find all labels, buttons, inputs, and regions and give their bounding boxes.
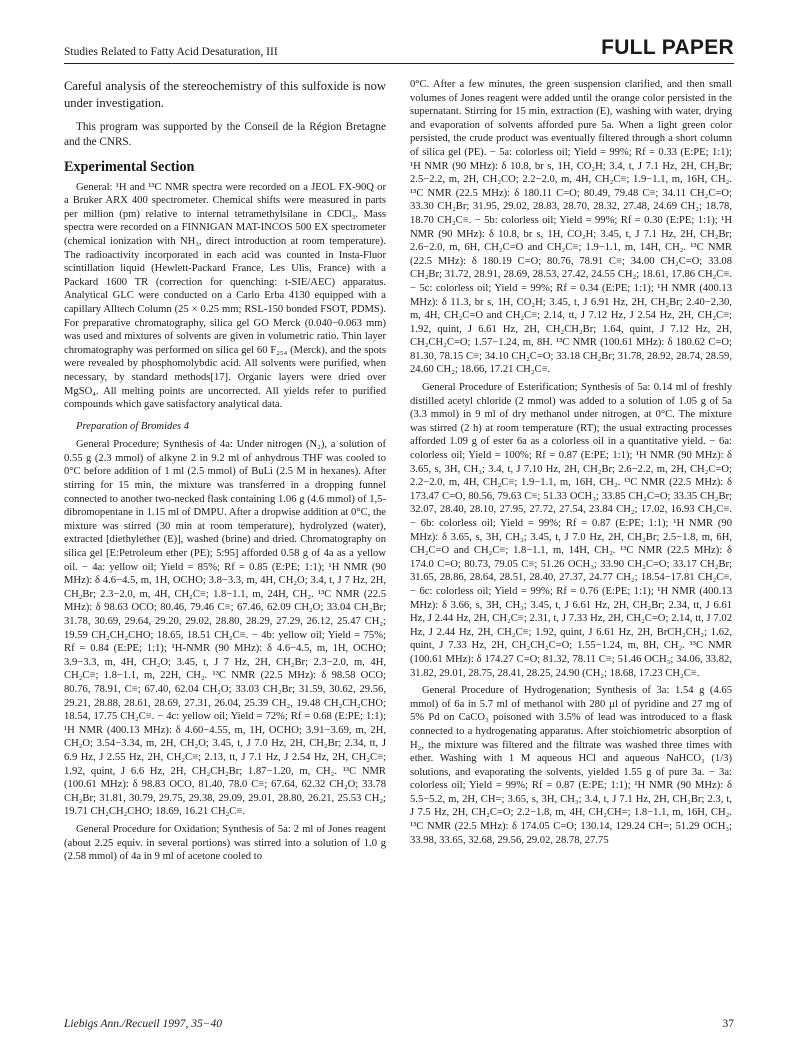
continued-paragraph: 0°C. After a few minutes, the green suspension clarified, and then small volumes of Jones reagent were added until the orange color persisted in the supernatant. Stirring for 15 min, extraction (E), washing with water, drying and evaporation of solvents afforded pure 5a. When a light green color persisted, the crude product was eventually filtered through a short column of silica gel (PE). − 5a: colorless oil; Yield = 99%; Rf = 0.33 (E:PE; 1:1); ¹H NMR (90 MHz): δ 10.8, br s, 1H, CO₂H; 3.4, t, J 7.1 Hz, 2H, CH₂Br; 2.5−2.2, m, 2H, CH₂CO; 2.2−2.0, m, 4H, CH₂C≡; 1.9−1.1, m, 16H, CH₂. ¹³C NMR (22.5 MHz): δ 180.11 C=O; 80.49, 79.48 C≡; 34.11 CH₂C=O; 33.30 CH₂Br; 31.95, 29.02, 28.83, 28.70, 28.32, 27.48, 24.69 CH₂; 18.78, 18.70 CH₂C≡. − 5b: colorless oil; Yield = 99%; Rf = 0.30 (E:PE; 1:1); ¹H NMR (90 MHz): δ 10.8, br s, 1H, CO₂H; 3.45, t, J 7.1 Hz, 2H, CH₂Br; 2.6−2.0, m, 6H, CH₂C=O and CH₂C≡; 1.9−1.1, m, 14H, CH₂. ¹³C NMR (22.5 MHz): δ 180.19 C=O; 80.76, 78.91 C≡; 34.00 CH₂C=O; 33.08 CH₂Br; 31.72, 28.91, 28.69, 28.53, 27.42, 24.55 CH₂; 18.61, 17.86 CH₂C≡. − 5c: colorless oil; Yield = 99%; Rf = 0.34 (E:PE; 1:1); ¹H NMR (400.13 MHz): δ 11.3, br s, 1H, CO₂H; 3.45, t, J 6.91 Hz, 2H, CH₂Br; 2.40−2.30, m, 4H, CH₂C=O and CH₂C≡; 2.14, tt, J 7.12 Hz, J 2.54 Hz, 2H, CH₂C≡; 1.92, quint, J 6.61 Hz, 2H, CH₂CH₂Br; 1.64, quint, J 7.12 Hz, 2H, CH₂CH₂C=O; 1.57−1.24, m, 8H. ¹³C NMR (100.61 MHz): δ 180.62 C=O; 81.30, 78.15 C≡; 34.10 CH₂C=O; 33.18 CH₂Br; 31.78, 28.92, 28.74, 28.59, 24.60 CH₂; 18.66, 17.21 CH₂C≡. bbox=[410, 79, 732, 376]
section-label: FULL PAPER bbox=[601, 36, 734, 59]
hydrogenation-paragraph: General Procedure of Hydrogenation; Synthesis of 3a: 1.54 g (4.65 mmol) of 6a in 5.7 ml of methanol with 280 µl of pyridine and 27 mg of 5% Pd on CaCO₃ poisoned with 3.5% of lead was introduced to a flask connected to a hydrogenating apparatus. After stoichiometric absorption of H₂, the mixture was filtered and the filtrate was washed three times with ether. Washing with 1 M aqueous HCl and aqueous NaHCO₃ (1/3) solutions, and evaporating the solvents, yielded 1.55 g of pure 3a. − 3a: colorless oil; Yield = 99%; Rf = 0.87 (E:PE; 1:1); ¹H NMR (90 MHz): δ 5.5−5.2, m, 2H, CH=; 3.65, s, 3H, CH₃; 3.4, t, J 7.1 Hz, 2H, CH₂Br; 2.3, t, J 7.5 Hz, 2H, CH₂C=O; 2.2−1.8, m, 4H, CH₂CH=; 1.8−1.1, m, 16H, CH₂. ¹³C NMR (22.5 MHz): δ 174.05 C=O; 130.14, 129.24 CH=; 51.29 OCH₃; 33.98, 33.65, 32.68, 29.56, 29.02, 28.78, 27.75 bbox=[410, 685, 732, 846]
section-title: Experimental Section bbox=[64, 159, 195, 175]
bromides-paragraph: General Procedure; Synthesis of 4a: Under nitrogen (N₂), a solution of 0.55 g (2.3 mmol) of alkyne 2 in 9.2 ml of anhydrous THF was cooled to 0°C before addition of 1 ml (2.5 mmol) of BuLi (2.5 M in hexanes). After stirring for 15 min, the mixture was transferred in a dropping funnel connected to another two-necked flask containing 1.06 g (4.6 mmol) of 1,5-dibromopentane in 1.15 ml of DMPU. After a dropwise addition at 0°C, the mixture was stirred (30 min at room temperature), hydrolyzed (water), extracted [diethylether (E)], washed (brine) and dried. Chromatography on silica gel [E:Petroleum ether (PE); 5:95] afforded 0.58 g of 4a as a yellow oil. − 4a: yellow oil; Yield = 85%; Rf = 0.85 (E:PE; 1:1); ¹H NMR (90 MHz): δ 4.6−4.5, m, 1H, OCHO; 3.8−3.3, m, 4H, CH₂O; 3.4, t, J 7 Hz, 2H, CH₂Br; 2.3−2.0, m, 4H, CH₂C≡; 1.8−1.1, m, 24H, CH₂. ¹³C NMR (22.5 MHz): δ 98.63 OCO; 80.46, 79.46 C≡; 67.46, 62.09 CH₂O; 33.04 CH₂Br; 31.78, 30.69, 29.64, 29.20, 29.02, 28.80, 28.29, 27.29, 26.12, 25.47 CH₂; 19.59 CH₂CH₂CHO; 18.65, 18.51 CH₂C≡. − 4b: yellow oil; Yield = 75%; Rf = 0.84 (E:PE; 1:1); ¹H-NMR (90 MHz): δ 4.6−4.5, m, 1H, OCHO; 3.9−3.3, m, 4H, CH₂O; 3.45, t, J 7 Hz, 2H, CH₂Br; 2.3−2.0, m, 4H, CH₂C≡; 1.8−1.1, m, 22H, CH₂. ¹³C NMR (22.5 MHz): δ 98.58 OCO; 80.76, 78.91, C≡; 67.40, 62.04 CH₂O; 33.03 CH₂Br; 31.59, 30.62, 29.56, 29.21, 28.88, 28.61, 28.69, 27.31, 26.04, 25.39 CH₂, 19.48 CH₂CH₂CHO; 18.54, 17.75 CH₂C≡. − 4c: yellow oil; Yield = 72%; Rf = 0.68 (E:PE; 1:1); ¹H NMR (400.13 MHz): δ 4.60−4.55, m, 1H, OCHO; 3.91−3.69, m, 2H, CH₂O; 3.54−3.34, m, 2H, CH₂O; 3.45, t, J 7.0 Hz, 2H, CH₂Br; 2.34, tt, J 6.9 Hz, J 2.55 Hz, 2H, CH₂C≡; 2.13, tt, J 7.1 Hz, J 2.54 Hz, 2H, CH₂C≡; 1.92, quint, J 6.6 Hz, 2H, CH₂CH₂Br; 1.87−1.20, m, CH₂. ¹³C NMR (100.61 MHz): δ 98.83 OCO, 81.40, 78.0 C≡; 67.64, 62.32 CH₂O; 33.78 CH₂Br; 31.81, 30.79, 29.75, 29.38, 29.09, 29.01, 28.80, 26.21, 25.53 CH₂; 19.71 CH₂CH₂CHO; 18.69, 16.21 CH₂C≡. bbox=[64, 439, 386, 818]
acknowledgement: This program was supported by the Conseil de la Région Bretagne and the CNRS. bbox=[64, 121, 386, 148]
oxidation-paragraph: General Procedure for Oxidation; Synthesis of 5a: 2 ml of Jones reagent (about 2.25 equiv. in several portions) was stirred into a solution of 1.0 g (2.58 mmol) of 4a in 9 ml of acetone cooled to bbox=[64, 823, 386, 863]
journal-citation: Liebigs Ann./Recueil 1997, 35−40 bbox=[64, 1018, 222, 1030]
page-number: 37 bbox=[722, 1018, 734, 1030]
subheading-bromides: Preparation of Bromides 4 bbox=[76, 420, 190, 432]
left-column bbox=[64, 78, 386, 868]
running-title: Studies Related to Fatty Acid Desaturation, III bbox=[64, 46, 278, 58]
intro-paragraph: Careful analysis of the stereochemistry of this sulfoxide is now under investigation. bbox=[64, 79, 386, 110]
general-paragraph: General: ¹H and ¹³C NMR spectra were recorded on a JEOL FX-90Q or a Bruker ARX 400 spectrometer. Chemical shifts were measured in parts per million (pm) relative to internal tetramethylsilane in CDCl₃. Mass spectra were recorded on a FINNIGAN MAT-INCOS 500 EX spectrometer (chemical ionization with NH₃, direct introduction at room temperature). The radioactivity incorporated in each acid was counted in Insta-Fluor scintillation liquid (Hewlett-Packard France, Les Ulis, France) with a Packard 1600 TR (correction for quenching: t-SIE/AEC) apparatus. Analytical GLC were conducted on a Carlo Erba 4130 equipped with a capillary Alltech Column (25 × 0.25 mm; RSL-150 bonded FSOT, PDMS). For preparative chromatography, silica gel GO Merck (0.040−0.063 mm) was used and mixtures of solvents are given in volumetric ratio. Thin layer chromatography was performed on silica gel 60 F₂₅₄ (Merck), and the spots were revealed by phosphomolybdic acid. All solvents were purified, when necessary, by standard methods[17]. Organic layers were dried over MgSO₄. All melting points are uncorrected. All yields refer to purified compounds which gave satisfactory analytical data. bbox=[64, 181, 386, 411]
esterification-paragraph: General Procedure of Esterification; Synthesis of 5a: 0.14 ml of freshly distilled acetyl chloride (2 mmol) was added to a solution of 1.05 g of 5a (3.3 mmol) in 9 ml of dry methanol under nitrogen, at 0°C. The mixture was stirred (2 h) at room temperature (RT); the usual extracting processes afforded 1.09 g of ester 6a as a colorless oil in a quantitative yield. − 6a: colorless oil; Yield = 100%; Rf = 0.87 (E:PE; 1:1); ¹H NMR (90 MHz): δ 3.65, s, 3H, CH₃; 3.4, t, J 7.10 Hz, 2H, CH₂Br; 2.6−2.2, m, 2H, CH₂C=O; 2.2−2.0, m, 4H, CH₂C≡; 1.9−1.1, m, 16H, CH₂. ¹³C NMR (22.5 MHz): δ 173.47 C=O, 80.56, 79.63 C≡; 51.33 OCH₃; 33.85 CH₂C=O; 33.35 CH₂Br; 32.07, 28.40, 28.10, 27.95, 27.72, 27.54, 23.84 CH₂; 17.02, 16.93 CH₂C≡. − 6b: colorless oil; Yield = 99%; Rf = 0.87 (E:PE; 1:1); ¹H NMR (90 MHz): δ 3.65, s, 3H, CH₃; 3.45, t, J 7.0 Hz, 2H, CH₂Br; 2.5−1.8, m, 6H, CH₂C=O and CH₂C≡; 1.8−1.1, m, 14H, CH₂. ¹³C NMR (22.5 MHz): δ 174.0 C=O; 80.73, 79.05 C≡; 51.26 OCH₃; 33.90 CH₂C=O; 33.17 CH₂Br; 31.65, 28.86, 28.64, 28.51, 28.40, 27.37, 24.77 CH₂; 18.54−17.81 CH₂C≡. − 6c: colorless oil; Yield = 99%; Rf = 0.76 (E:PE; 1:1); ¹H NMR (400.13 MHz): δ 3.66, s, 3H, CH₃; 3.45, t, J 6.61 Hz, 2H, CH₂Br; 2.34, tt, J 6.61 Hz, J 2.44 Hz, 2H, CH₂C≡; 2.31, t, J 7.33 Hz, 2H, CH₂C=O; 2.14, tt, J 7.02 Hz, J 2.44 Hz, 2H, CH₂C≡; 1.92, quint, J 6.61 Hz, 2H, BrCH₂CH₂; 1.62, quint, J 7.33 Hz, 2H, CH₂CH₂C=O; 1.55−1.24, m, 8H, CH₂. ¹³C NMR (100.61 MHz): δ 174.27 C=O; 81.32, 78.11 C≡; 51.46 OCH₃; 34.06, 33.82, 31.82, 29.01, 28.75, 28.41, 28.25, 24.90 (CH₂; 18.68, 17.23 CH₂C≡. bbox=[410, 382, 732, 679]
right-column bbox=[410, 78, 732, 851]
header-rule bbox=[64, 63, 734, 64]
